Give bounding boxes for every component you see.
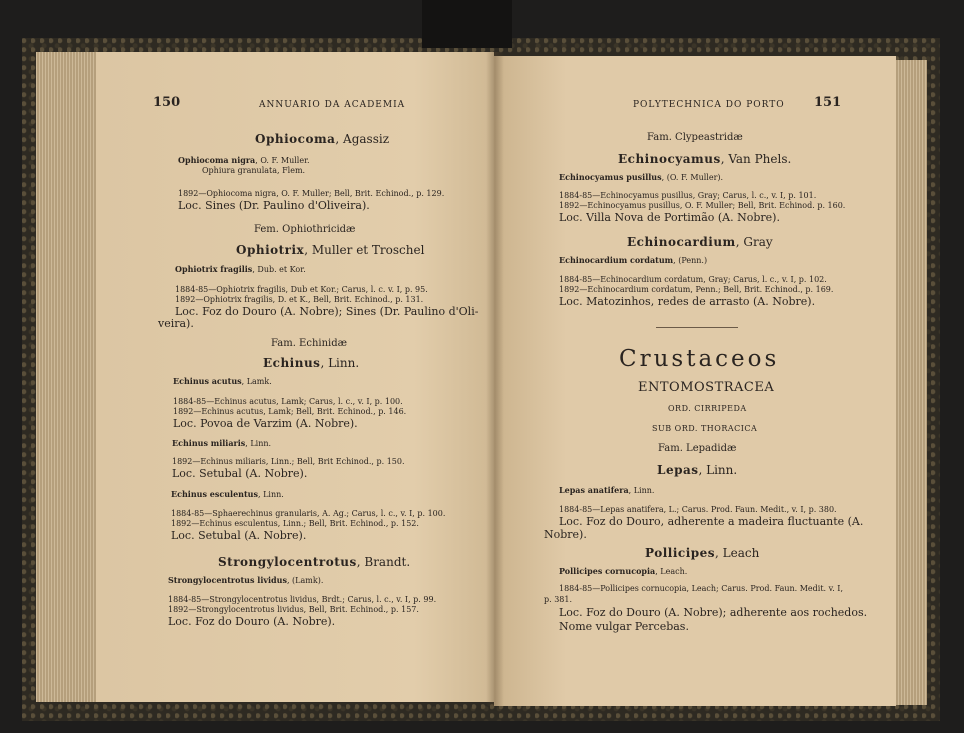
- right-line-loc: Nome vulgar Percebas.: [559, 620, 689, 633]
- taxon-authority: , Leach: [715, 546, 760, 560]
- right-line-loc: Loc. Foz do Douro, adherente a madeira fluctuante (A.: [559, 515, 864, 528]
- taxon-name: Echinus: [263, 356, 321, 370]
- left-line-sp: [168, 576, 323, 585]
- right-line-fam: Fam. Lepadidæ: [658, 443, 737, 454]
- left-line-ref: 1892—Strongylocentrotus lividus, Bell, Brit. Echinod., p. 157.: [168, 605, 419, 614]
- taxon-authority: , Linn.: [628, 486, 655, 495]
- right-line-genus: [627, 236, 773, 248]
- right-line-genus: [657, 464, 737, 476]
- right-line-loc: Nobre).: [544, 528, 587, 541]
- page-edges-left: [36, 52, 98, 702]
- right-line-ref: 1884-85—Echinocyamus pusillus, Gray; Carus, l. c., v. I, p. 101.: [559, 191, 817, 200]
- right-line-ento: ENTOMOSTRACEA: [638, 380, 775, 395]
- taxon-name: Lepas: [657, 463, 699, 477]
- left-line-fam: Fem. Ophiothricidæ: [254, 224, 356, 235]
- left-line-loc: Loc. Sines (Dr. Paulino d'Oliveira).: [178, 199, 370, 212]
- page-edges-right: [893, 60, 927, 705]
- left-page-number: 150: [153, 95, 181, 110]
- left-line-ref: 1884-85—Ophiotrix fragilis, Dub et Kor.; Carus, l. c. v. I, p. 95.: [175, 285, 428, 294]
- taxon-authority: , (O. F. Muller).: [661, 173, 724, 182]
- taxon-name: Pollicipes cornucopia: [559, 566, 656, 576]
- left-line-loc: Loc. Povoa de Varzim (A. Nobre).: [173, 417, 358, 430]
- right-line-loc: Loc. Matozinhos, redes de arrasto (A. Nobre).: [559, 295, 816, 308]
- left-line-ref: 1892—Echinus miliaris, Linn.; Bell, Brit Echinod., p. 150.: [172, 457, 405, 466]
- left-line-genus: [263, 357, 359, 369]
- taxon-name: Lepas anatifera: [559, 485, 629, 495]
- right-line-sp: [559, 567, 687, 576]
- right-line-ref: p. 381.: [544, 595, 573, 604]
- right-line-genus: [618, 153, 791, 165]
- left-line-sp: [178, 156, 310, 165]
- left-line-ref: 1892—Ophiocoma nigra, O. F. Muller; Bell, Brit. Echinod., p. 129.: [178, 189, 445, 198]
- right-line-sp: [559, 486, 654, 495]
- right-line-ref: 1884-85—Lepas anatifera, L.; Carus. Prod. Faun. Medit., v. I, p. 380.: [559, 505, 837, 514]
- taxon-authority: , Lamk.: [241, 377, 272, 386]
- right-line-ref: 1884-85—Pollicipes cornucopia, Leach; Carus. Prod. Faun. Medit. v. I,: [559, 584, 844, 593]
- right-line-ref: 1892—Echinocyamus pusillus, O. F. Muller; Bell, Brit. Echinod. p. 160.: [559, 201, 846, 210]
- taxon-authority: , Dub. et Kor.: [252, 265, 306, 274]
- left-running-head: ANNUARIO DA ACADEMIA: [259, 100, 406, 110]
- left-line-sp: [171, 490, 284, 499]
- left-line-ref: 1884-85—Strongylocentrotus lividus, Brdt.; Carus, l. c., v. I, p. 99.: [168, 595, 437, 604]
- taxon-authority: , Leach.: [655, 567, 688, 576]
- right-line-loc: Loc. Foz do Douro (A. Nobre); adherente aos rochedos.: [559, 606, 868, 619]
- taxon-name: Pollicipes: [645, 546, 716, 560]
- taxon-name: Echinocyamus: [618, 152, 721, 166]
- right-line-big: Crustaceos: [619, 346, 780, 372]
- taxon-authority: , Linn.: [258, 490, 284, 499]
- left-line-loc: veira).: [158, 317, 194, 330]
- taxon-name: Echinocardium: [627, 235, 736, 249]
- right-line-small: SUB ORD. THORACICA: [652, 424, 758, 433]
- left-line-sp: [175, 265, 306, 274]
- taxon-authority: , Van Phels.: [720, 152, 792, 166]
- taxon-authority: , Linn.: [245, 439, 272, 448]
- left-line-loc: Loc. Setubal (A. Nobre).: [171, 529, 307, 542]
- left-line-sp: Ophiura granulata, Flem.: [202, 166, 306, 175]
- left-line-loc: Loc. Foz do Douro (A. Nobre); Sines (Dr. Paulino d'Oli-: [175, 305, 479, 318]
- left-line-genus: [218, 556, 410, 568]
- left-line-ref: 1892—Echinus acutus, Lamk; Bell, Brit. Echinod., p. 146.: [173, 407, 407, 416]
- taxon-name: Ophiocoma: [255, 132, 336, 146]
- taxon-name: Echinus miliaris: [172, 438, 246, 448]
- right-line-ref: 1884-85—Echinocardium cordatum, Gray; Carus, l. c., v. I, p. 102.: [559, 275, 827, 284]
- taxon-name: Strongylocentrotus lividus: [168, 575, 287, 585]
- left-line-genus: [255, 133, 389, 145]
- right-line-small: ORD. CIRRIPEDA: [668, 404, 747, 413]
- right-line-ref: 1892—Echinocardium cordatum, Penn.; Bell, Brit. Echinod., p. 169.: [559, 285, 834, 294]
- taxon-authority: , Agassiz: [335, 132, 390, 146]
- taxon-authority: , Linn.: [320, 356, 360, 370]
- left-line-sp: [173, 377, 272, 386]
- left-line-loc: Loc. Setubal (A. Nobre).: [172, 467, 308, 480]
- left-line-ref: 1892—Ophiotrix fragilis, D. et K., Bell, Brit. Echinod., p. 131.: [175, 295, 424, 304]
- taxon-name: Echinus acutus: [173, 376, 242, 386]
- book-spine: [422, 0, 512, 48]
- taxon-name: Echinocardium cordatum: [559, 255, 674, 265]
- right-line-loc: Loc. Villa Nova de Portimão (A. Nobre).: [559, 211, 780, 224]
- right-line-fam: Fam. Clypeastridæ: [647, 132, 743, 143]
- taxon-authority: , Brandt.: [356, 555, 411, 569]
- taxon-authority: , Gray: [735, 235, 773, 249]
- taxon-authority: , (Lamk).: [286, 576, 324, 585]
- right-page-number: 151: [814, 95, 842, 110]
- left-line-loc: Loc. Foz do Douro (A. Nobre).: [168, 615, 336, 628]
- right-line-sp: [559, 173, 723, 182]
- taxon-name: Echinocyamus pusillus: [559, 172, 662, 182]
- right-line-genus: [645, 547, 759, 559]
- section-rule: [656, 327, 738, 328]
- taxon-authority: , O. F. Muller.: [255, 156, 310, 165]
- left-line-ref: 1892—Echinus esculentus, Linn.; Bell, Brit. Echinod., p. 152.: [171, 519, 419, 528]
- taxon-name: Echinus esculentus: [171, 489, 258, 499]
- left-line-ref: 1884-85—Sphaerechinus granularis, A. Ag.; Carus, l. c., v. I, p. 100.: [171, 509, 446, 518]
- left-line-sp: [172, 439, 271, 448]
- taxon-name: Ophiotrix: [236, 243, 305, 257]
- book-gutter: [486, 52, 504, 706]
- taxon-name: Ophiocoma nigra: [178, 155, 256, 165]
- taxon-authority: , (Penn.): [673, 256, 708, 265]
- taxon-authority: , Muller et Troschel: [304, 243, 425, 257]
- right-running-head: POLYTECHNICA DO PORTO: [633, 100, 785, 110]
- taxon-name: Strongylocentrotus: [218, 555, 357, 569]
- taxon-name: Ophiotrix fragilis: [175, 264, 253, 274]
- left-line-genus: [236, 244, 424, 256]
- taxon-authority: , Linn.: [698, 463, 738, 477]
- left-line-fam: Fam. Echinidæ: [271, 338, 348, 349]
- right-line-sp: [559, 256, 707, 265]
- left-line-ref: 1884-85—Echinus acutus, Lamk; Carus, l. c., v. I, p. 100.: [173, 397, 403, 406]
